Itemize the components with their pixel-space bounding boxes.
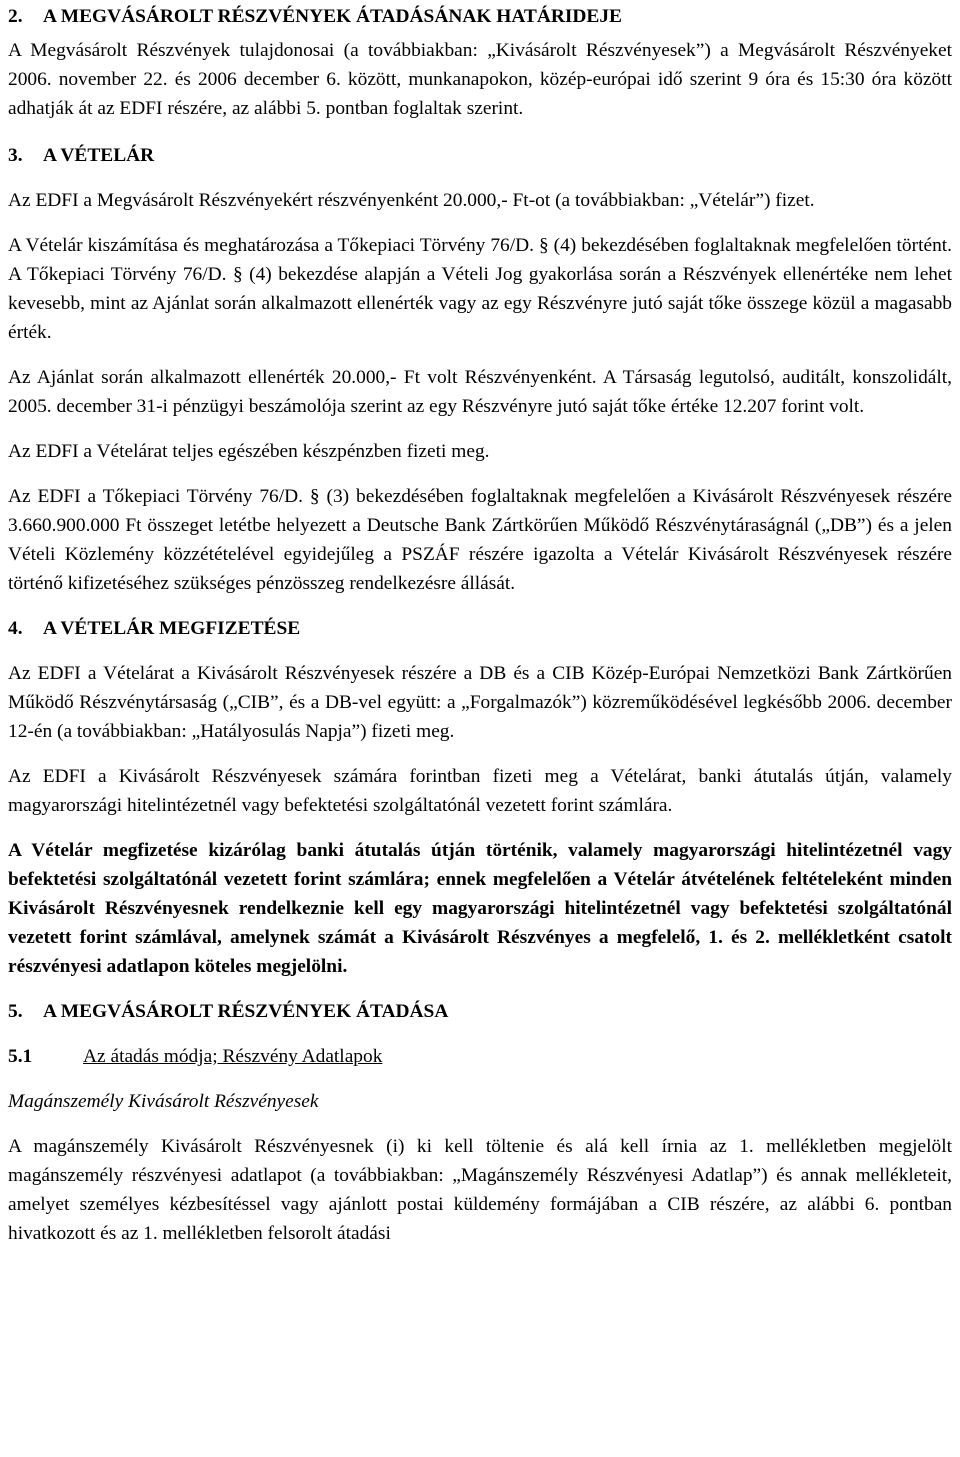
section-4-title: A VÉTELÁR MEGFIZETÉSE — [43, 618, 301, 639]
section-3-paragraph-2: A Vételár kiszámítása és meghatározása a Tőkepiaci Törvény 76/D. § (4) bekezdésében foglaltaknak megfelelően történt. A Tőkepiaci Törvény 76/D. § (4) bekezdése alapján a Vételi Jog gyakorlása során a Részvények ellenértéke nem lehet kevesebb, mint az Ajánlat során alkalmazott ellenérték vagy az egy Részvényre jutó saját tőke összege közül a magasabb érték. — [8, 235, 952, 343]
subsection-5-1-heading — [8, 1042, 952, 1071]
section-4-number: 4. — [8, 618, 23, 639]
document-page — [8, 2, 952, 1248]
section-2-title: A MEGVÁSÁROLT RÉSZVÉNYEK ÁTADÁSÁNAK HATÁRIDEJE — [43, 6, 622, 27]
section-2-heading — [8, 2, 952, 31]
section-3-heading — [8, 141, 952, 170]
section-3-paragraph-4: Az EDFI a Vételárat teljes egészében készpénzben fizeti meg. — [8, 441, 490, 462]
section-3-paragraph-1: Az EDFI a Megvásárolt Részvényekért részvényenként 20.000,- Ft-ot (a továbbiakban: „Vételár”) fizet. — [8, 190, 815, 211]
section-5-paragraph-1: A magánszemély Kivásárolt Részvényesnek (i) ki kell töltenie és alá kell írnia az 1. mellékletben megjelölt magánszemély részvényesi adatlapot (a továbbiakban: „Magánszemély Részvényesi Adatlap”) és annak mellékleteit, amelyet személyes kézbesítéssel vagy ajánlott postai küldemény formájában a CIB részére, az alábbi 6. pontban hivatkozott és az 1. mellékletben felsorolt átadási — [8, 1136, 952, 1244]
section-3-paragraph-3: Az Ajánlat során alkalmazott ellenérték 20.000,- Ft volt Részvényenként. A Társaság legutolsó, auditált, konszolidált, 2005. december 31-i pénzügyi beszámolója szerint az egy Részvényre jutó saját tőke értéke 12.207 forint volt. — [8, 367, 952, 417]
section-2-paragraph-1: A Megvásárolt Részvények tulajdonosai (a továbbiakban: „Kivásárolt Részvényesek”) a Megvásárolt Részvényeket 2006. november 22. és 2006 december 6. között, munkanapokon, közép-európai idő szerint 9 óra és 15:30 óra között adhatják át az EDFI részére, az alábbi 5. pontban foglaltak szerint. — [8, 40, 952, 119]
section-5-number: 5. — [8, 1001, 23, 1022]
section-4-paragraph-3-bold: A Vételár megfizetése kizárólag banki átutalás útján történik, valamely magyarországi hitelintézetnél vagy befektetési szolgáltatónál vezetett forint számlára; ennek megfelelően a Vételár átvételének feltételeként minden Kivásárolt Részvényesnek rendelkeznie kell egy magyarországi hitelintézetnél vagy befektetési szolgáltatónál vezetett forint számlával, amelynek számát a Kivásárolt Részvényes a megfelelő, 1. és 2. mellékletként csatolt részvényesi adatlapon köteles megjelölni. — [8, 840, 952, 977]
section-4-heading — [8, 614, 952, 643]
section-2-number: 2. — [8, 6, 23, 27]
section-5-heading — [8, 997, 952, 1026]
subsection-5-1-number: 5.1 — [8, 1046, 33, 1067]
subsection-5-1-title: Az átadás módja; Részvény Adatlapok — [83, 1046, 383, 1067]
section-5-title: A MEGVÁSÁROLT RÉSZVÉNYEK ÁTADÁSA — [43, 1001, 449, 1022]
individual-shareholders-heading: Magánszemély Kivásárolt Részvényesek — [8, 1091, 319, 1112]
section-3-paragraph-5: Az EDFI a Tőkepiaci Törvény 76/D. § (3) bekezdésében foglaltaknak megfelelően a Kivásárolt Részvényesek részére 3.660.900.000 Ft összeget letétbe helyezett a Deutsche Bank Zártkörűen Működő Részvénytáraságnál („DB”) és a jelen Vételi Közlemény közzétételével egyidejűleg a PSZÁF részére igazolta a Vételár Kivásárolt Részvényesek részére történő kifizetéséhez szükséges pénzösszeg rendelkezésre állását. — [8, 486, 952, 594]
section-3-title: A VÉTELÁR — [43, 145, 155, 166]
section-4-paragraph-2: Az EDFI a Kivásárolt Részvényesek számára forintban fizeti meg a Vételárat, banki átutalás útján, valamely magyarországi hitelintézetnél vagy befektetési szolgáltatónál vezetett forint számlára. — [8, 766, 952, 816]
section-3-number: 3. — [8, 145, 23, 166]
section-4-paragraph-1: Az EDFI a Vételárat a Kivásárolt Részvényesek részére a DB és a CIB Közép-Európai Nemzetközi Bank Zártkörűen Működő Részvénytársaság („CIB”, és a DB-vel együtt: a „Forgalmazók”) közreműködésével legkésőbb 2006. december 12-én (a továbbiakban: „Hatályosulás Napja”) fizeti meg. — [8, 663, 952, 742]
